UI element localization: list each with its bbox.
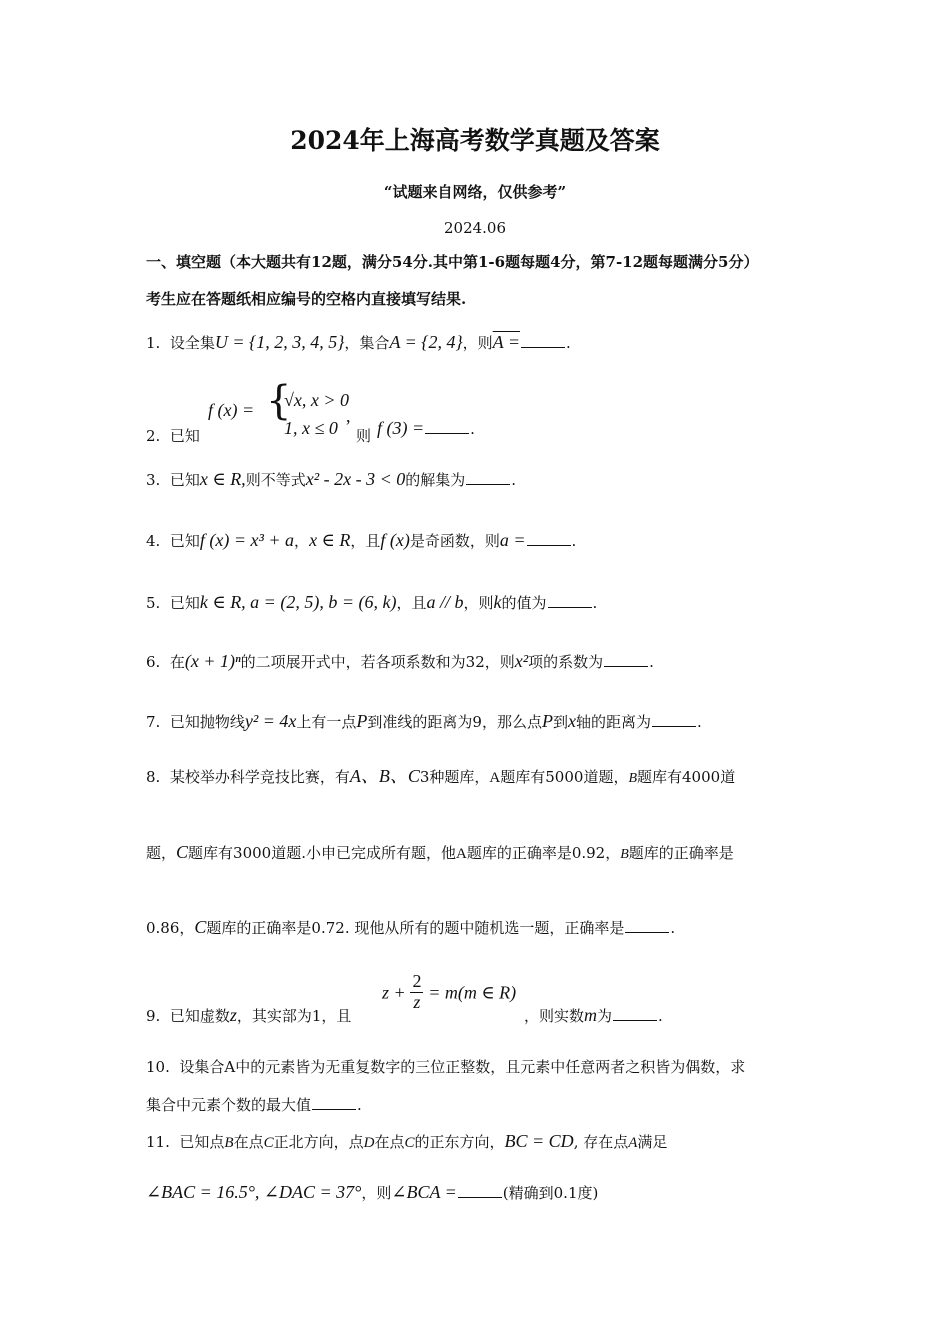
question-text: 题库的正确率是0.92， <box>466 844 621 862</box>
math-expression: A = <box>492 332 520 352</box>
math-expression: B <box>620 847 629 862</box>
question-number: 11. <box>146 1133 170 1151</box>
question-number: 4. <box>146 532 161 550</box>
question-text: 题库的正确率是 <box>628 844 734 862</box>
question-number: 9. <box>146 1007 161 1025</box>
math-expression: x <box>567 711 576 731</box>
question-4 <box>146 531 576 549</box>
punctuation: . <box>470 420 475 438</box>
punctuation: . <box>592 594 598 612</box>
answer-blank[interactable] <box>527 544 571 546</box>
answer-blank[interactable] <box>458 1196 502 1198</box>
case-2: 1, x ≤ 0 <box>284 418 338 438</box>
answer-blank[interactable] <box>613 1019 657 1021</box>
page-subtitle: “试题来自网络，仅供参考” <box>383 183 567 201</box>
math-expression: f (x) = x³ + a <box>199 530 295 550</box>
question-text: 题， <box>146 844 177 862</box>
math-expression: (x + 1)ⁿ <box>184 651 241 671</box>
question-text: 到准线的距离为9，那么点 <box>367 713 542 731</box>
answer-blank[interactable] <box>521 346 565 348</box>
math-expression: B <box>628 771 638 786</box>
question-text: 满足 <box>637 1133 668 1151</box>
math-expression: m <box>584 1005 598 1025</box>
math-expression: z <box>229 1005 237 1025</box>
math-expression: y² = 4x <box>244 711 297 731</box>
question-text: 则不等式 <box>245 471 306 489</box>
question-text: 已知 <box>169 427 200 445</box>
answer-blank[interactable] <box>625 931 669 933</box>
math-expression: k ∈ R, a = (2, 5), b = (6, k) <box>199 592 397 612</box>
fraction <box>410 972 423 1013</box>
question-7 <box>146 712 702 730</box>
punctuation: . <box>566 334 571 352</box>
answer-blank[interactable] <box>604 665 648 667</box>
question-text: 题库的正确率是0.72. 现他从所有的题中随机选一题，正确率是 <box>206 919 625 937</box>
punctuation: . <box>658 1007 663 1025</box>
question-text: 到 <box>552 713 568 731</box>
math-expression: C <box>176 842 189 862</box>
question-text: 是奇函数，则 <box>409 532 500 550</box>
math-expression: x ∈ R, <box>199 469 246 489</box>
answer-blank[interactable] <box>466 483 510 485</box>
punctuation: . <box>511 471 517 489</box>
punctuation: . <box>697 713 702 731</box>
punctuation: . <box>649 653 654 671</box>
math-expression: a = <box>499 530 526 550</box>
page-date: 2024.06 <box>443 219 507 237</box>
question-text: ，则 <box>463 594 494 612</box>
math-expression: = m(m ∈ R) <box>428 982 517 1003</box>
question-text: ，则 <box>462 334 493 352</box>
question-text: 设全集 <box>169 334 215 352</box>
question-8-line-1 <box>146 767 735 786</box>
question-text: 在 <box>169 653 185 671</box>
question-text: , 存在点 <box>573 1133 629 1151</box>
math-expression: C <box>404 1135 415 1151</box>
math-expression: P <box>356 711 368 731</box>
question-text: 在点 <box>233 1133 264 1151</box>
question-5 <box>146 593 597 611</box>
page-title: 2024年上海高考数学真题及答案 <box>290 126 660 155</box>
question-1 <box>146 333 571 351</box>
punctuation: . <box>571 532 577 550</box>
question-text: 题库有3000道题.小申已完成所有题，他 <box>188 844 456 862</box>
question-text: 设集合A中的元素皆为无重复数字的三位正整数，且元素中任意两者之积皆为偶数，求 <box>179 1058 746 1076</box>
math-expression: C <box>194 917 207 937</box>
question-number: 3. <box>146 471 161 489</box>
question-6 <box>146 652 654 670</box>
answer-blank[interactable] <box>548 606 592 608</box>
question-text: 上有一点 <box>296 713 357 731</box>
question-text: 集合中元素个数的最大值 <box>146 1096 312 1114</box>
question-text: 某校举办科学竞技比赛，有 <box>169 768 350 786</box>
question-text: ，且 <box>350 532 381 550</box>
question-text: 已知虚数 <box>169 1007 230 1025</box>
math-expression: A <box>628 1135 638 1151</box>
question-8-line-2 <box>146 843 734 862</box>
punctuation: . <box>670 919 676 937</box>
question-number: 10. <box>146 1058 170 1076</box>
section-heading: 一、填空题（本大题共有12题，满分54分.其中第1-6题每题4分，第7-12题每题满分5分） <box>146 253 759 271</box>
question-text: 题库有5000道题， <box>500 768 629 786</box>
math-expression: f (3) = <box>377 418 425 438</box>
math-expression: B <box>224 1135 234 1151</box>
question-text: (精确到0.1度) <box>502 1184 599 1202</box>
question-10-line-2 <box>146 1098 362 1113</box>
question-text: 的解集为 <box>405 471 466 489</box>
math-expression: x ∈ R <box>309 530 351 550</box>
math-expression: z + <box>382 982 406 1003</box>
question-text: ，集合 <box>344 334 390 352</box>
question-10-line-1 <box>146 1060 745 1075</box>
question-text: 已知 <box>169 471 200 489</box>
brace-glyph: { <box>266 378 292 424</box>
question-number: 1. <box>146 334 161 352</box>
math-expression: A = {2, 4} <box>389 332 463 352</box>
question-number: 2. <box>146 427 161 445</box>
case-1: √x, x > 0 <box>284 390 350 410</box>
punctuation: . <box>357 1096 362 1114</box>
question-text: 已知抛物线 <box>169 713 245 731</box>
question-text: 在点 <box>374 1133 405 1151</box>
fraction-numerator: 2 <box>412 971 422 991</box>
question-text: 的值为 <box>501 594 547 612</box>
question-text: 3种题库， <box>419 768 490 786</box>
punctuation: , <box>346 406 351 426</box>
math-expression: D <box>363 1135 375 1151</box>
answer-blank[interactable] <box>425 432 469 434</box>
question-11-line-2 <box>146 1183 598 1201</box>
question-text: ， <box>294 532 310 550</box>
question-text: 0.86， <box>146 919 195 937</box>
math-expression: x² - 2x - 3 < 0 <box>305 469 406 489</box>
question-number: 8. <box>146 768 161 786</box>
math-expression: k <box>493 592 502 612</box>
math-expression: ∠BCA = <box>391 1182 457 1202</box>
question-11-line-1 <box>146 1132 667 1151</box>
question-text: 项的系数为 <box>528 653 604 671</box>
question-number: 6. <box>146 653 161 671</box>
question-number: 7. <box>146 713 161 731</box>
question-text: ，且 <box>396 594 427 612</box>
question-3 <box>146 470 516 488</box>
question-text: 已知点 <box>179 1133 225 1151</box>
question-text: ，则 <box>361 1184 392 1202</box>
math-expression: a // b <box>426 592 464 612</box>
math-expression: U = {1, 2, 3, 4, 5} <box>214 332 345 352</box>
math-expression: f (x) <box>380 530 410 550</box>
math-expression: P <box>541 711 553 731</box>
question-text: 已知 <box>169 532 200 550</box>
question-number: 5. <box>146 594 161 612</box>
math-expression: ∠BAC = 16.5°, ∠DAC = 37° <box>146 1182 362 1202</box>
answer-blank[interactable] <box>652 725 696 727</box>
question-8-line-3 <box>146 918 675 936</box>
question-text: ，则实数 <box>524 1007 585 1025</box>
question-text: 则 <box>356 427 372 445</box>
question-text: ，其实部为1，且 <box>236 1007 352 1025</box>
math-expression: f (x) = <box>208 400 255 420</box>
math-expression: x² <box>514 651 529 671</box>
math-expression: A <box>455 846 467 862</box>
question-text: 为 <box>597 1007 613 1025</box>
math-expression: A <box>489 770 501 786</box>
question-text: 题库有4000道 <box>637 768 736 786</box>
math-expression: A、B、C <box>349 766 420 786</box>
section-instruction: 考生应在答题纸相应编号的空格内直接填写结果. <box>146 290 467 308</box>
question-text: 的正东方向， <box>414 1133 505 1151</box>
fraction-denominator: z <box>413 991 421 1012</box>
math-expression: BC = CD <box>504 1131 574 1151</box>
answer-blank[interactable] <box>312 1108 356 1110</box>
question-text: 已知 <box>169 594 200 612</box>
question-text: 轴的距离为 <box>575 713 651 731</box>
question-text: 正北方向，点 <box>273 1133 364 1151</box>
question-text: 的二项展开式中，若各项系数和为32，则 <box>240 653 515 671</box>
math-expression: C <box>263 1135 274 1151</box>
